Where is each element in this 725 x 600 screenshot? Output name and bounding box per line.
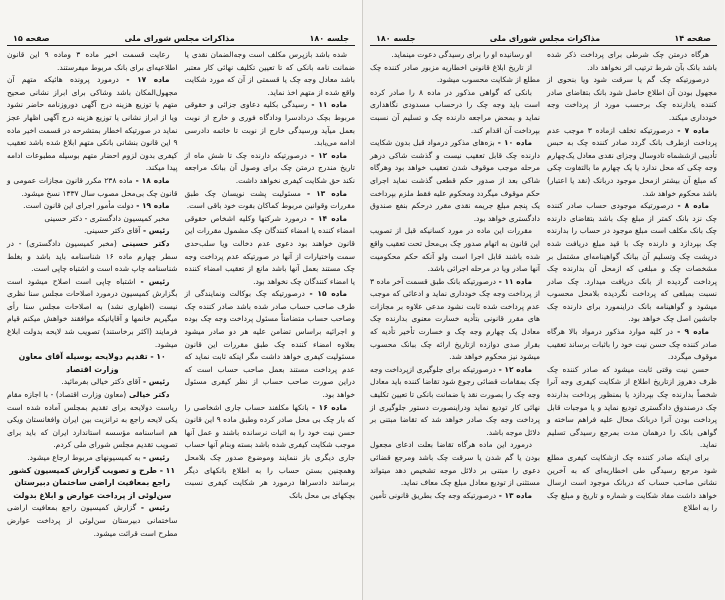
paragraph-text: رعایت قسمت اخیر ماده ۳ وماده ۹ این قانون اطلاعیه‌ای برای بانک مربوط میفرستند.	[7, 50, 178, 72]
article-label: ماده ۸ -	[673, 201, 709, 211]
paragraph	[547, 200, 717, 326]
session-number: جلسه ۱۸۰	[376, 34, 416, 43]
article-label: دکتر خیالی	[126, 390, 170, 400]
paragraph	[185, 150, 356, 188]
paragraph	[370, 364, 540, 440]
paragraph-text: برای اینکه صادر کننده چک ازشکایت کیفری مطلع شود مرجع رسیدگی طی اخطاریه‌ای که به آخرین نشانی صاحب حساب که دربانک موجود است ارسال خواهد داشت مفاد شکایت و شماره و تاریخ و مبلغ چک را به اطلاع	[547, 453, 717, 513]
article-label: ماده ۹ -	[672, 327, 709, 337]
paragraph	[547, 452, 717, 515]
paragraph	[7, 376, 178, 389]
running-title: مذاکرات مجلس شورای ملی	[489, 34, 601, 43]
paragraph	[370, 490, 540, 503]
paragraph-text: درمورد شرکتها وکلیه اشخاص حقوقی امضاء کننده یا امضاء کنندگان چک مشمول مقررات این قانون خواهند بود دعوی عدم دخالت ویا سلب‌حدی سمت واختیارات از آنها در صورتیکه عدم پرداخت وجه چک مستند بعمل آنها باشد مانع از تعقیب امضاء کننده یا امضاء کنندگان چک نخواهد بود.	[184, 213, 355, 286]
article-label: ماده ۱۰ -	[494, 138, 532, 148]
section-heading	[7, 351, 178, 376]
paragraph-text: گزارش کمیسیون راجع بمعافیت اراضی ساختمانی دبیرستان سن‌لوئی از پرداخت عوارض مطرح است قرائت میشود.	[7, 503, 178, 538]
paragraph	[7, 238, 178, 276]
text-column	[370, 49, 540, 515]
paragraph	[7, 175, 178, 200]
paragraph-text: ماده ۲۳۸ مکرر قانون مجازات عمومی و قانون چک بی‌محل مصوب سال ۱۳۳۷ نسخ میشود.	[7, 175, 178, 198]
paragraph	[547, 74, 717, 124]
paragraph-text: درصورتیکه تخلف ازماده ۳ موجب عدم پرداخت ازطرف بانک گردد صادر کننده چک به حبس تأدیبی ازششماه تادوسال وجزای نقدی معادل یک‌چهارم وجه چکی که محل ندارد یا یک چهارم ما بالتفاوت چکی که مبلغ آن بیشتر ازمحل موجود دربانک (نقد یا اعتبار) باشد محکوم خواهد شد.	[547, 125, 717, 198]
paragraph	[7, 452, 178, 465]
paragraph	[185, 213, 356, 289]
paragraph	[7, 74, 178, 175]
paragraph	[7, 49, 178, 74]
page-14	[362, 0, 724, 600]
paragraph-text: در کلیه موارد مذکور درمواد بالا هرگاه صادر کننده چک حسن نیت خود را باثبات برساند تعقیب موقوف میگردد.	[547, 327, 717, 362]
article-label: ماده ۷ -	[673, 125, 709, 135]
paragraph	[547, 326, 717, 364]
paragraph-text: بانکی که گواهی مذکور در ماده ۸ را صادر کرده است باید وجه چک را درحساب مسدودی نگاهداری نماید و بمحض مراجعه دارنده چک و تسلیم آن نسبت بپرداخت آن اقدام کند.	[370, 87, 540, 135]
session-number: جلسه ۱۸۰	[309, 34, 349, 43]
paragraph-text: آقای دکتر خیالی بفرمائید.	[61, 377, 141, 387]
paragraph-text: درصورتیکه موجودی حساب صادر کننده چک نزد بانک کمتر از مبلغ چک باشد بتقاضای دارنده چک بانک مکلف است مبلغ موجود در حساب را بدارنده چک بپردازد و دارنده چک با قید مبلغ دریافت شده درپشت چک وتسلیم آن ببانک گواهینامه‌ای مشتمل بر مشخصات چک و مبلغی که ازمحل آن بدارنده چک پرداخت گردیده از بانک دریافت میدارد. چک صادر نسبت بمبلغی که پرداخت نگردیده بلامحل محسوب میشود و گواهینامه بانک دراینمورد برای دارنده چک جانشین اصل چک خواهد بود.	[547, 201, 717, 324]
paragraph-text: از تاریخ ابلاغ قانونی اخطاریه مزبور صادر کننده چک مطلع از شکایت محسوب میشود.	[370, 62, 540, 85]
article-label: رئیس -	[140, 377, 170, 387]
paragraph	[185, 288, 356, 401]
paragraph-text: بزه‌های مذکور درمواد قبل بدون شکایت دارنده چک قابل تعقیب نیست و گذشت شاکی درهر مرحله موجب موقوف شدن تعقیب خواهد بود وهرگاه شاکی بعد از صدور حکم قطعی گذشت نماید اجرای حکم موقوف میگردد ومحکوم علیه فقط ملزم بپرداخت یک پنجم مبلغ جریمه نقدی مقرر درحکم بنفع صندوق دادگستری خواهد بود.	[370, 138, 540, 223]
paragraph-text: ۱۰ - تقدیم دولایحه بوسیله آقای معاون وزارت اقتصاد	[18, 352, 166, 374]
paragraph-text: درمورد این ماده هرگاه تقاضا بعلت ادعای مجعول بودن یا گم شدن یا سرقت چک باشد ومرجع قضائی دعوی را مبتنی بر دلائل موجه تشخیص دهد میتواند مستثنی از تودیع معادل مبلغ چک معاف نماید.	[370, 440, 540, 488]
paragraph-text: هرگاه درمتن چک شرطی برای پرداخت ذکر شده باشد بانک بآن شرط ترتیب اثر نخواهد داد.	[547, 50, 717, 72]
paragraph-text: اشتباه چاپی است اصلاح میشود است بگزارش کمیسیون درمورد اصلاحات مجلس سنا نظری نیست (اظهاری نشد) به اصلاحات مجلس سنا رأی میگیریم خانمها و آقایانیکه موافقند خواهش میکنم قیام فرمایند (اکثر برخاستند) تصویب شد لایحه بدولت ابلاغ میشود.	[7, 276, 178, 349]
text-columns	[370, 49, 717, 515]
article-label: ماده ۱۸ -	[132, 175, 170, 185]
article-label: رئیس -	[136, 503, 170, 513]
article-label: ماده ۱۳ -	[496, 490, 532, 500]
paragraph	[7, 389, 178, 452]
paragraph	[185, 99, 356, 149]
paragraph	[370, 439, 540, 489]
article-label: ماده ۱۲ -	[306, 150, 347, 160]
article-label: ماده ۱۴ -	[306, 213, 347, 223]
paragraph	[370, 225, 540, 275]
article-label: ماده ۱۶ -	[308, 402, 347, 412]
paragraph	[7, 200, 178, 213]
paragraph-text: بانکها مکلفند حساب جاری اشخاصی را که بار چک بی محل صادر کرده وطبق ماده ۹ این قانون حسن نیت خود را به اثبات نرسانده باشند و عمل آنها موجب شکایت کیفری شده باشد بسته وبنام آنها حساب جاری دیگری باز ننمایند وموضوع صدور چک بلامحل وهمچنین بستن حساب را به اطلاع بانکهای دیگر برسانند دادسراها درمورد هر شکایت کیفری نسبت بچکهای بی محل بانک	[184, 402, 355, 500]
paragraph	[7, 225, 178, 238]
page-header	[370, 34, 717, 46]
text-column	[7, 49, 178, 540]
paragraph	[370, 62, 540, 87]
paragraph-text: درصورتیکه چک بوکالت ونمایندگی از طرف صاحب حساب صادر شده باشد صادر کننده چک وصاحب حساب متضامناً مسئول پرداخت وجه چک بوده و اجرائیه براساس تضامن علیه هر دو صادر میشود بعلاوه امضاء کننده چک طبق مقررات این قانون مسئولیت کیفری خواهد داشت مگر اینکه ثابت نماید که عدم پرداخت مستند بعمل صاحب حساب است که دراین صورت صاحب حساب از نظر کیفری مسئول خواهد بود.	[184, 289, 355, 400]
paragraph-text: مسئولیت پشت نویسان چک طبق مقررات وقوانین مربوط کماکان بقوت خود باقی است.	[184, 188, 355, 211]
article-label: دکتر حسینی	[116, 238, 170, 248]
paragraph	[547, 125, 717, 201]
paragraph-text: مقررات این ماده در مورد کسانیکه قبل از تصویب این قانون به اتهام صدور چک بی‌محل تحت تعقیب واقع شده باشند قابل اجرا است ولو آنکه حکم محکومیت آنها صادر ویا در مرحله اجرائی باشد.	[370, 226, 540, 274]
paragraph	[185, 188, 356, 213]
article-label: ماده ۱۱ -	[496, 276, 532, 286]
paragraph-text: درصورتیکه بانک طبق قسمت آخر ماده ۳ از پرداخت وجه چک خودداری نماید و ادعائی که موجب عدم پرداخت شده ثابت نشود مدعی علاوه بر مجازات های مقرر قانونی بتأدیه خسارت معنوی بدارنده چک معادل یک چهارم وجه چک و خسارت تأخیر تأدیه که بقرار صدی دوازده ازتاریخ ارائه چک ببانک محسوب میشود نیز محکوم خواهد شد.	[370, 276, 540, 362]
page-header	[7, 34, 355, 46]
paragraph	[370, 87, 540, 137]
paragraph	[7, 213, 178, 226]
section-heading	[7, 465, 178, 503]
article-label: ماده ۱۲ -	[495, 364, 532, 374]
paragraph	[547, 49, 717, 74]
paragraph-text: (مخبر کمیسیون دادگستری) - در سطر چهارم ماده ۱۶ شناسنامه باید باشد و بغلط شناسنامه چاپ شده است و اشتباه چاپی است.	[7, 238, 178, 274]
text-column	[185, 49, 356, 540]
paragraph-text: درصورتیکه دارنده چک تا شش ماه از تاریخ مندرج درمتن چک برای وصول آن ببانک مراجعه نکند حق شکایت کیفری نخواهد داشت.	[184, 150, 355, 185]
paragraph-text: او رسانیده او را برای رسیدگی دعوت مینماید.	[391, 50, 532, 59]
running-title: مذاکرات مجلس شورای ملی	[124, 34, 235, 43]
paragraph-text: آقای دکتر حسینی.	[83, 226, 141, 236]
page-number: صفحه ۱۴	[674, 34, 711, 43]
paragraph	[185, 402, 356, 503]
article-label: رئیس -	[135, 276, 170, 286]
paragraph-text: شده باشد بازپرس مکلف است وجه‌الضمان نقدی یا ضمانت نامه بانکی که تا تعیین تکلیف نهائی کار معتبر باشد معادل وجه چک یا قسمتی از آن که مورد شکایت واقع شده از متهم اخذ نماید.	[184, 50, 355, 97]
paragraph-text: ۱۱ - طرح و تصویب گزارش کمیسیون کشور راجع بمعافیت اراضی ساختمان دبیرستان سن‌لوئی از پرداخت عوارض و ابلاغ بدولت	[9, 465, 176, 500]
paragraph-text: درصورتیکه وجه چک بطریق قانونی تأمین	[369, 490, 497, 500]
paragraph-text: درصورتیکه چک گم یا سرقت شود ویا بنحوی از مجهول بودن آن اطلاع حاصل شود بانک بتقاضای صادر کننده یادارنده چک برحسب مورد از پرداخت وجه خودداری میکند.	[547, 75, 717, 122]
paragraph-text: حسن نیت وقتی ثابت میشود که صادر کننده چک ظرف دهروز ازتاریخ اطلاع از شکایت کیفری وجه آنرا شخصاً بدارنده چک بپردازد یا بمنظور پرداخت بدارنده چک درصندوق دادگستری تودیع نماید و یا موجبات قابل پرداخت بودن آنرا دربانک محال علیه فراهم ساخته و گواهی بانک را درهمان مدت بمرجع رسیدگی تسلیم نماید.	[547, 364, 717, 450]
article-label: ماده ۱۷ -	[118, 75, 170, 85]
paragraph-text: به کمیسیونهای مربوط ارجاع میشود.	[27, 453, 141, 462]
paragraph	[7, 502, 178, 540]
article-label: ماده ۱۳ -	[300, 188, 348, 198]
article-label: رئیس -	[140, 453, 170, 462]
paragraph-text: دولت مأمور اجرای این قانون است.	[23, 201, 134, 211]
paragraph	[185, 49, 356, 99]
paragraph	[370, 49, 540, 62]
article-label: ماده ۱۱ -	[307, 100, 347, 110]
paragraph-text: مخبر کمیسیون دادگستری - دکتر حسینی	[44, 213, 170, 223]
paragraph-text: درمورد پرونده هائیکه متهم آن مجهول‌المکان باشد وشاکی برای ابراز نشانی صحیح متهم یا توزیع هزینه درج آگهی دوروزنامه حاضر نشود ویا از ابراز نشانی یا توزیع هزینه درج آگهی اظهار عجز نماید در صورتیکه اخطار بمتشرحه در قسمت اخیر ماده ۹ این قانون بنشانی بانکی متهم ابلاغ شده باشد تعقیب کیفری بدون لزوم احضار متهم بوسیله مطبوعات ادامه پیدا میکند.	[7, 75, 178, 173]
article-label: ماده ۱۵ -	[304, 289, 347, 299]
page-number: صفحه ۱۵	[13, 34, 50, 43]
paragraph	[7, 276, 178, 352]
article-label: ماده ۱۹ -	[133, 201, 170, 211]
paragraph	[547, 364, 717, 452]
article-label: رئیس -	[140, 226, 170, 236]
page-15	[0, 0, 362, 600]
text-column	[547, 49, 717, 515]
paragraph-text: (معاون وزارت اقتصاد) - با اجازه مقام ریاست دولایحه برای تقدیم بمجلس آماده شده است یکی لایحه راجع به ترانزیت بین ایران وافغانستان ویکی هم اساسنامه مؤسسه استاندارد ایران که باید برای تصویب تقدیم مجلس شورای ملی کردم.	[7, 390, 178, 450]
paragraph-text: درصورتیکه برای جلوگیری ازپرداخت وجه چک بمقامات قضائی رجوع شود تقاضا کننده باید معادل وجه چک را بصورت نقد یا ضمانت بانکی تا تعیین تکلیف نهائی کار تودیع نماید ودراینصورت دستور جلوگیری از پرداخت وجه چک صادر خواهد شد که تقاضا مبتنی بر دلائل موجه باشد.	[370, 364, 540, 437]
paragraph	[370, 276, 540, 364]
paragraph	[370, 137, 540, 225]
text-columns	[7, 49, 355, 540]
paragraph-text: رسیدگی بکلیه دعاوی جزائی و حقوقی مربوط بچک دردادسرا ودادگاه فوری و خارج از نوبت بعمل میآید ورسیدگی خارج از نوبت تا خاتمه دادرسی ادامه می‌یابد.	[184, 100, 355, 148]
